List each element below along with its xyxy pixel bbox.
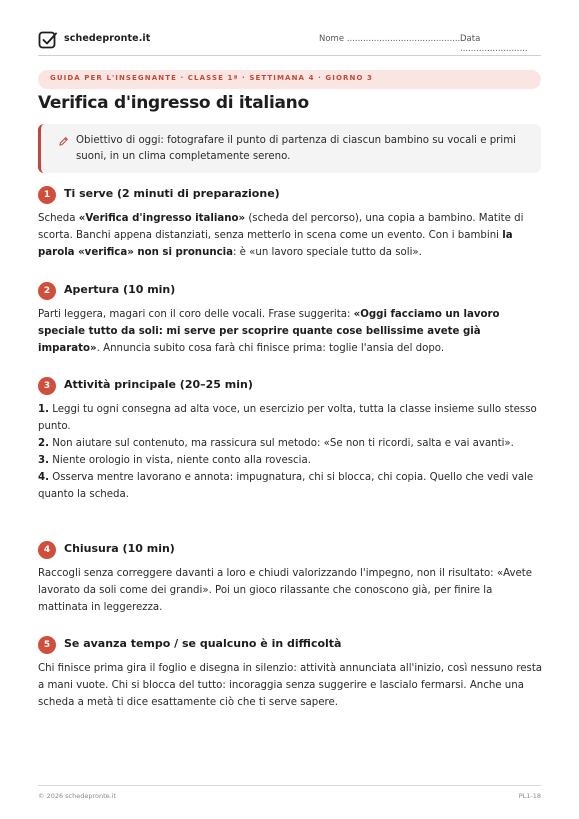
footer-copyright: © 2026 schedepronte.it — [38, 792, 117, 800]
kicker-banner — [38, 70, 541, 89]
section-title: Chiusura (10 min) — [64, 542, 175, 555]
list-item: 1. Leggi tu ogni consegna ad alta voce, un esercizio per volta, tutta la classe insieme sullo stesso punto. — [38, 404, 537, 432]
page-title: Verifica d'ingresso di italiano — [38, 93, 309, 113]
section-title: Se avanza tempo / se qualcuno è in difficoltà — [64, 637, 342, 650]
list-item: 2. Non aiutare sul contenuto, ma rassicura sul metodo: «Se non ti ricordi, salta e vai avanti». — [38, 438, 514, 449]
pencil-icon — [58, 136, 69, 147]
section-2-text: Parti leggera, magari con il coro delle vocali. Frase suggerita: «Oggi facciamo un lavoro speciale tutto da soli: mi serve per scoprire quante cose bellissime avete già imparato». Annuncia subito cosa farà chi finisce prima: toglie l'ansia del dopo. — [38, 309, 500, 354]
section-title: Ti serve (2 minuti di preparazione) — [64, 187, 280, 200]
checkbox-logo-icon — [38, 30, 58, 50]
section-1-text: Scheda «Verifica d'ingresso italiano» (scheda del percorso), una copia a bambino. Matite di scorta. Banchi appena distanziati, senza metterlo in scena come un evento. Con i bambini la parola «verifica» non si pronuncia: è «un lavoro speciale tutto da soli». — [38, 213, 524, 258]
section-number: 4 — [38, 541, 56, 559]
name-field: Nome .......................................... — [319, 34, 461, 44]
objective-text: Obiettivo di oggi: fotografare il punto di partenza di ciascun bambino su vocali e primi suoni, in un clima completamente sereno. — [76, 135, 516, 162]
section-number: 1 — [38, 186, 56, 204]
kicker-text: GUIDA PER L'INSEGNANTE · CLASSE 1ª · SETTIMANA 4 · GIORNO 3 — [50, 74, 373, 82]
section-title: Apertura (10 min) — [64, 283, 176, 296]
section-number: 2 — [38, 282, 56, 300]
page-footer — [38, 785, 541, 800]
section-5-text: Chi finisce prima gira il foglio e disegna in silenzio: attività annunciata all'inizio, così nessuno resta a mani vuote. Chi si blocca del tutto: incoraggia senza suggerire e lascialo fermarsi. Anche una scheda a metà ti dice esattamente ciò che ti serve sapere. — [38, 663, 543, 708]
section-number: 5 — [38, 636, 56, 654]
footer-code: PL1-18 — [518, 792, 541, 800]
list-item: 4. Osserva mentre lavorano e annota: impugnatura, chi si blocca, chi copia. Quello che vedi vale quanto la scheda. — [38, 472, 534, 500]
section-3-list — [38, 401, 543, 503]
section-4-text: Raccogli senza correggere davanti a loro e chiudi valorizzando l'impegno, non il risultato: «Avete lavorato da soli come dei grandi». Poi un gioco rilassante che conoscono già, per finire la mattinata in leggerezza. — [38, 568, 533, 613]
site-name: schedepronte.it — [64, 33, 151, 44]
objective-box — [38, 124, 541, 173]
list-item: 3. Niente orologio in vista, niente conto alla rovescia. — [38, 455, 311, 466]
page-header — [38, 30, 541, 56]
date-field: Data ......................... — [460, 34, 528, 54]
section-title: Attività principale (20–25 min) — [64, 378, 253, 391]
section-number: 3 — [38, 377, 56, 395]
